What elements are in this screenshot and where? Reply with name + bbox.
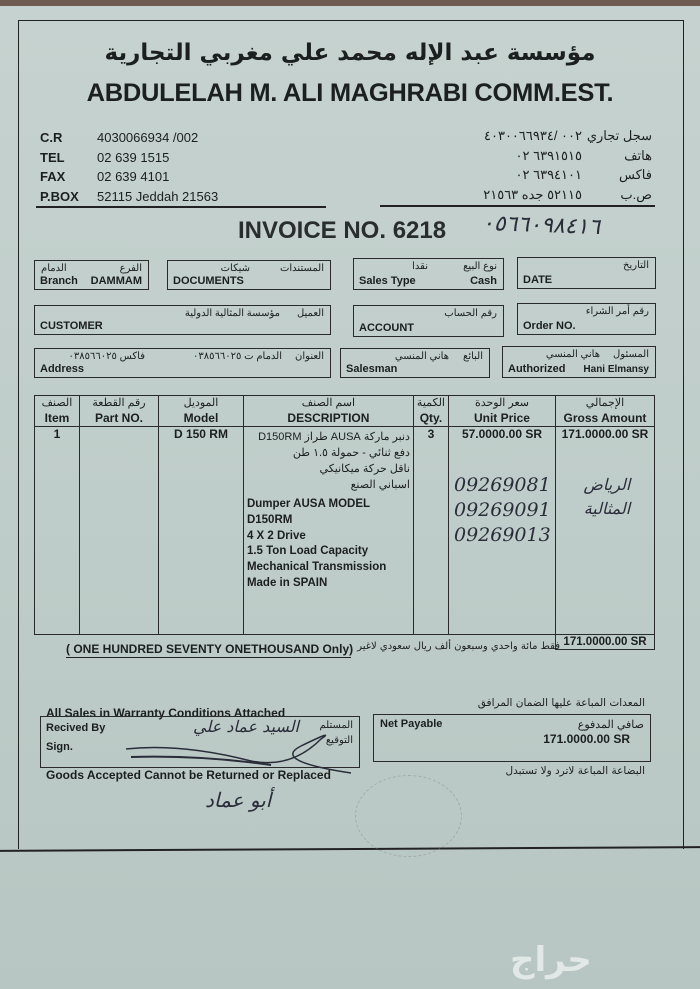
row-unit-price [448,427,555,635]
col-unit-price-en: Unit Price [473,411,530,425]
sign-label-ar: التوقيع [325,735,353,746]
handwritten-name: أبو عماد [205,788,272,812]
contact-row-tel-ar [422,148,652,168]
sales-type-label-ar: نوع البيع [463,261,497,272]
branch-label: Branch [40,275,78,287]
order-no-label-ar: رقم أمر الشراء [585,306,649,317]
address-fax-ar: فاكس ٠٣٨٥٦٦٠٢٥ [68,351,145,362]
contact-row-tel [40,150,218,170]
desc-en-line: Dumper AUSA MODEL [246,498,371,510]
col-qty [413,396,448,427]
received-by-label-ar: المستلم [319,720,353,731]
pobox-label: P.BOX [40,188,79,204]
col-gross-amount-ar: الإجمالي [585,397,625,409]
row-item: 1 [35,427,80,635]
col-model [158,396,243,427]
handwritten-phone-number: ٠٥٦٦٠٩٨٤١٦ [481,210,601,241]
received-by-box [40,716,360,768]
sales-type-box [353,258,504,290]
desc-ar-line: اسباني الصنع [350,479,410,491]
pobox-label-ar: ص.ب [620,186,652,202]
account-label: ACCOUNT [359,322,414,334]
cr-value-ar: ٤٠٣٠٠٦٦٩٣٤/ ٠٠٢ [484,128,582,143]
items-table [34,395,655,650]
documents-value-ar: شيكات [220,263,250,274]
documents-box [167,260,331,290]
address-box [34,348,331,378]
contact-row-pobox-ar [422,187,652,207]
desc-en-line: Mechanical Transmission [246,561,387,574]
col-part-no-ar: رقم القطعة [92,397,146,409]
col-description-en: DESCRIPTION [287,411,370,425]
cr-label: C.R [40,130,63,145]
description-english [247,497,410,592]
faded-stamp [355,775,462,857]
salesman-label: Salesman [346,363,398,375]
desc-en-line: 1.5 Ton Load Capacity [246,545,369,558]
serial-number: 09269013 [453,524,551,546]
date-label: DATE [523,274,553,286]
customer-box [34,305,331,335]
col-part-no [79,396,158,427]
branch-label-ar: الفرع [119,263,142,274]
row-gross-amount [555,427,654,635]
handwritten-serials [452,473,552,548]
account-label-ar: رقم الحساب [444,308,497,319]
no-return-note: Goods Accepted Cannot be Returned or Replaced [46,768,331,782]
invoice-number-title: INVOICE NO. 6218 [238,217,447,244]
row-part-no [79,427,158,635]
customer-label-ar: العميل [296,308,324,319]
divider-left [36,206,326,208]
salesman-label-ar: البائع [463,351,483,362]
contact-info-english [40,130,218,208]
net-payable-box [373,714,651,762]
serial-number: 09269091 [453,499,551,521]
order-no-label: Order NO. [523,320,576,332]
pobox-value-ar: ٥٢١١٥ جده ٢١٥٦٣ [483,186,582,202]
salesman-value-ar: هاني المنسي [394,351,449,362]
col-qty-en: Qty. [419,411,443,425]
row-model: D 150 RM [158,427,243,635]
description-arabic [247,427,410,493]
contact-info-arabic [422,128,652,206]
sales-type-value-ar: نقدا [412,261,428,272]
net-payable-value: 171.0000.00 SR [543,732,630,746]
col-unit-price [448,396,555,427]
contact-row-cr-ar [422,128,652,148]
desc-en-line: D150RM [246,513,293,526]
sales-type-label: Sales Type [359,275,416,287]
col-gross-amount [555,396,654,427]
desc-ar-line: ناقل حركة ميكانيكي [319,463,410,475]
date-box [517,257,656,289]
documents-label-ar: المستندات [279,263,324,274]
row-description [243,427,413,635]
col-description [243,396,413,427]
fax-value: 02 639 4101 [97,169,170,184]
col-description-ar: اسم الصنف [301,397,356,409]
authorized-value-ar: هاني المنسي [545,349,600,360]
date-label-ar: التاريخ [623,260,649,271]
no-return-note-ar: البضاعة المباعة لاترد ولا تستبدل [505,765,645,777]
col-model-en: Model [183,411,219,425]
pobox-value: 52115 Jeddah 21563 [97,188,219,204]
order-no-box [517,303,656,335]
address-value-ar: الدمام ت ٠٣٨٥٦٦٠٢٥ [193,351,282,362]
fax-label: FAX [40,169,66,184]
tel-label: TEL [40,149,65,165]
serial-number: 09269081 [453,474,551,496]
customer-label: CUSTOMER [40,320,103,332]
desc-ar-line: دفع ثنائي - حمولة ١.٥ طن [292,447,410,459]
total-amount: 171.0000.00 SR [555,635,654,650]
authorized-value: Hani Elmansy [583,364,649,375]
col-unit-price-ar: سعر الوحدة [474,397,530,409]
contact-row-fax [40,169,218,189]
col-qty-ar: الكمية [416,397,445,409]
received-by-label: Recived By [46,722,106,734]
handwritten-note: الرياض المثالية [583,475,631,518]
address-label: Address [40,363,85,375]
col-gross-amount-en: Gross Amount [563,411,647,425]
unit-price-value: 57.0000.00 SR [461,427,542,441]
warranty-note-ar: المعدات المباعة عليها الضمان المرافق [477,697,645,709]
company-name-english: ABDULELAH M. ALI MAGHRABI COMM.EST. [86,79,614,107]
sign-label: Sign. [46,741,73,753]
net-payable-label-ar: صافي المدفوع [577,719,644,731]
salesman-box [340,348,490,378]
words-underline [66,657,351,658]
table-row [35,427,655,635]
account-box [353,305,504,337]
fax-label-ar: فاكس [619,167,652,182]
col-item-ar: الصنف [41,397,73,409]
desc-en-line: 4 X 2 Drive [246,529,306,542]
row-qty: 3 [413,427,448,635]
total-in-words-english: ( ONE HUNDRED SEVENTY ONETHOUSAND Only) [66,642,354,656]
desc-ar-line: دنبر ماركة AUSA طراز D150RM [258,431,410,443]
documents-label: DOCUMENTS [173,275,244,287]
address-label-ar: العنوان [295,351,324,362]
company-name-arabic: مؤسسة عبد الإله محمد علي مغربي التجارية [104,40,596,66]
cr-label-ar: سجل تجاري [586,128,652,143]
warranty-note: All Sales in Warranty Conditions Attached [46,706,286,720]
authorized-label: Authorized [508,363,566,375]
sales-type-value: Cash [470,275,497,287]
col-model-ar: الموديل [183,397,219,409]
total-in-words-arabic: فقط مائة واحدي وسبعون ألف ريال سعودي لاغير [357,641,560,652]
tel-label-ar: هاتف [624,147,652,163]
cr-value: 4030066934 /002 [97,130,199,145]
tel-value-ar: ٠٢ ٦٣٩١٥١٥ [515,147,582,163]
tel-value: 02 639 1515 [97,149,170,165]
authorized-box [502,346,656,378]
net-payable-label: Net Payable [380,718,443,730]
contact-row-cr [40,130,218,150]
contact-row-fax-ar [422,167,652,187]
gross-amount-value: 171.0000.00 SR [561,427,649,441]
table-header-row [35,396,655,427]
received-by-signature: السيد عماد علي [193,717,299,736]
branch-box [34,260,149,290]
authorized-label-ar: المسئول [613,349,649,360]
col-item [35,396,80,427]
branch-value-ar: الدمام [41,263,67,274]
col-part-no-en: Part NO. [94,411,143,425]
branch-value: DAMMAM [90,275,142,287]
desc-en-line: Made in SPAIN [246,576,328,589]
customer-value-ar: مؤسسة المثالية الدولية [184,308,280,319]
haraj-watermark-logo: حراج [510,940,592,980]
col-item-en: Item [44,411,70,425]
fax-value-ar: ٠٢ ٦٣٩٤١٠١ [515,167,582,182]
divider-right [380,205,655,207]
